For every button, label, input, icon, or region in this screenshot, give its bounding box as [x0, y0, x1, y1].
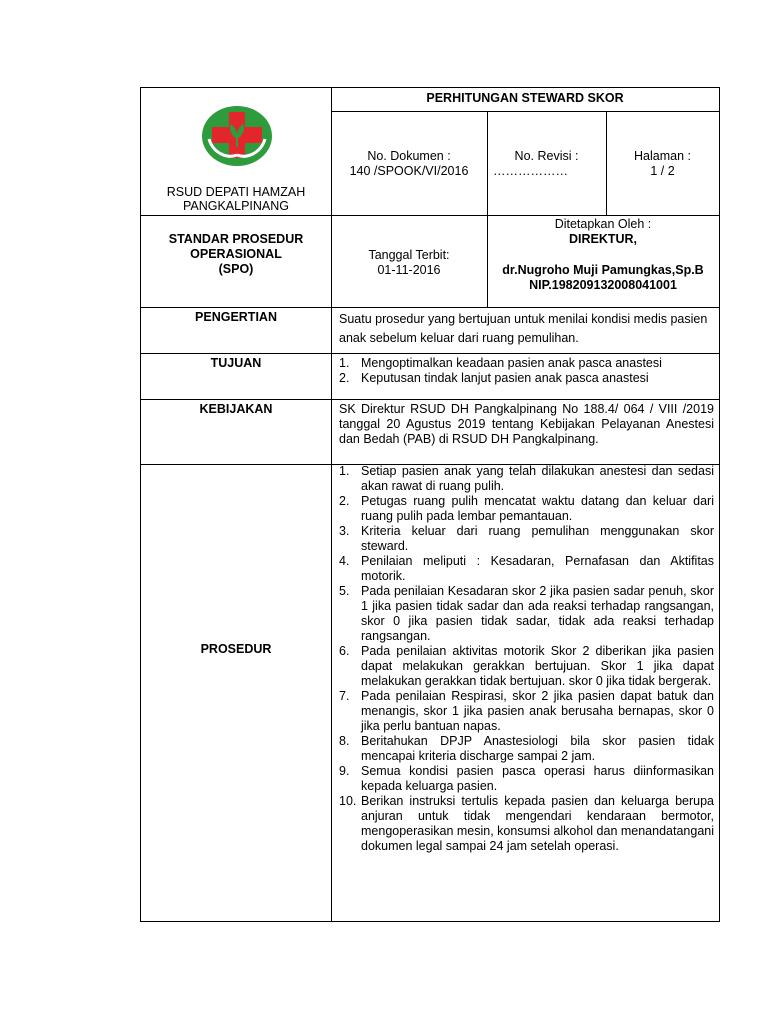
spo-line-2: OPERASIONAL [190, 247, 282, 261]
spo-line-3: (SPO) [218, 262, 254, 276]
document-title: PERHITUNGAN STEWARD SKOR [426, 91, 624, 105]
list-item: 5. Pada penilaian Kesadaran skor 2 jika pasien sadar penuh, skor 1 jika pasien tidak sadar dan ada reaksi terhadap rangsangan, skor 0 jika pasien tidak sadar, tidak ada reaksi terhadap rangsangan. [339, 584, 714, 643]
no-revisi-cell [487, 149, 606, 179]
spo-line-1: STANDAR PROSEDUR [168, 232, 304, 246]
red-cross-leaf-hands-logo-icon [201, 105, 273, 167]
list-item: 10. Berikan instruksi tertulis kepada pasien dan keluarga berupa anjuran untuk tidak mengendari kendaraan bermotor, mengoperasikan mesin, konsumsi alkohol dan menandatangani dokumen legal sampai 24 jam setelah operasi. [339, 794, 714, 853]
list-item: 2. Keputusan tindak lanjut pasien anak pasca anastesi [339, 371, 649, 385]
no-revisi-label: No. Revisi : [514, 149, 579, 163]
no-dokumen-label: No. Dokumen : [367, 149, 451, 163]
spo-document [140, 87, 720, 922]
list-item: 1. Mengoptimalkan keadaan pasien anak pasca anastesi [339, 356, 662, 370]
tujuan-label: TUJUAN [210, 356, 262, 370]
pengertian-text: Suatu prosedur yang bertujuan untuk menilai kondisi medis pasien anak sebelum keluar dari ruang pemulihan. [339, 312, 708, 345]
row-divider [141, 307, 719, 308]
halaman-cell [606, 149, 719, 179]
signatory-nip: NIP.198209132008041001 [529, 278, 677, 292]
list-item: 8. Beritahukan DPJP Anastesiologi bila skor pasien tidak mencapai kriteria discharge sampai 2 jam. [339, 734, 714, 763]
prosedur-label: PROSEDUR [200, 642, 272, 656]
ditetapkan-cell [487, 217, 719, 293]
column-divider [331, 88, 332, 921]
signatory-name: dr.Nugroho Muji Pamungkas,Sp.B [502, 263, 704, 277]
kebijakan-text: SK Direktur RSUD DH Pangkalpinang No 188.4/ 064 / VIII /2019 tanggal 20 Agustus 2019 tentang Kebijakan Pelayanan Anestesi dan Bedah (PAB) di RSUD DH Pangkalpinang. [339, 402, 714, 446]
no-dokumen-value: 140 /SPOOK/VI/2016 [349, 164, 469, 178]
list-item: 3. Kriteria keluar dari ruang pemulihan menggunakan skor steward. [339, 524, 714, 553]
tanggal-terbit-label: Tanggal Terbit: [368, 248, 450, 262]
row-divider [141, 215, 719, 216]
halaman-label: Halaman : [634, 149, 691, 163]
tanggal-terbit-cell [331, 248, 487, 278]
list-item: 1. Setiap pasien anak yang telah dilakukan anestesi dan sedasi akan rawat di ruang pulih. [339, 464, 714, 493]
row-divider [141, 353, 719, 354]
row-divider [141, 399, 719, 400]
list-item: 4. Penilaian meliputi : Kesadaran, Pernafasan dan Aktifitas motorik. [339, 554, 714, 583]
kebijakan-label: KEBIJAKAN [199, 402, 273, 416]
no-revisi-value: ……………… [493, 164, 568, 178]
hospital-name: RSUD DEPATI HAMZAH PANGKALPINANG [166, 185, 306, 213]
ditetapkan-label: Ditetapkan Oleh : [554, 217, 652, 231]
tujuan-list [339, 356, 714, 386]
row-divider [331, 111, 719, 112]
prosedur-list [339, 464, 714, 854]
direktur-label: DIREKTUR, [568, 232, 638, 246]
halaman-value: 1 / 2 [650, 164, 675, 178]
list-item: 7. Pada penilaian Respirasi, skor 2 jika pasien dapat batuk dan menangis, skor 1 jika pasien anak berusaha bernapas, skor 0 jika perlu bantuan napas. [339, 689, 714, 733]
logo-cell [141, 88, 331, 215]
tanggal-terbit-value: 01-11-2016 [377, 263, 441, 277]
spo-label [141, 232, 331, 277]
list-item: 9. Semua kondisi pasien pasca operasi harus diinformasikan kepada keluarga pasien. [339, 764, 714, 793]
no-dokumen-cell [331, 149, 487, 179]
list-item: 2. Petugas ruang pulih mencatat waktu datang dan keluar dari ruang pulih pada lembar pemantauan. [339, 494, 714, 523]
pengertian-label: PENGERTIAN [195, 310, 277, 324]
list-item: 6. Pada penilaian aktivitas motorik Skor 2 diberikan jika pasien dapat melakukan gerakkan bertujuan. Skor 1 jika dapat melakukan gerakkan tidak bertujuan. skor 0 jika tidak bergerak. [339, 644, 714, 688]
